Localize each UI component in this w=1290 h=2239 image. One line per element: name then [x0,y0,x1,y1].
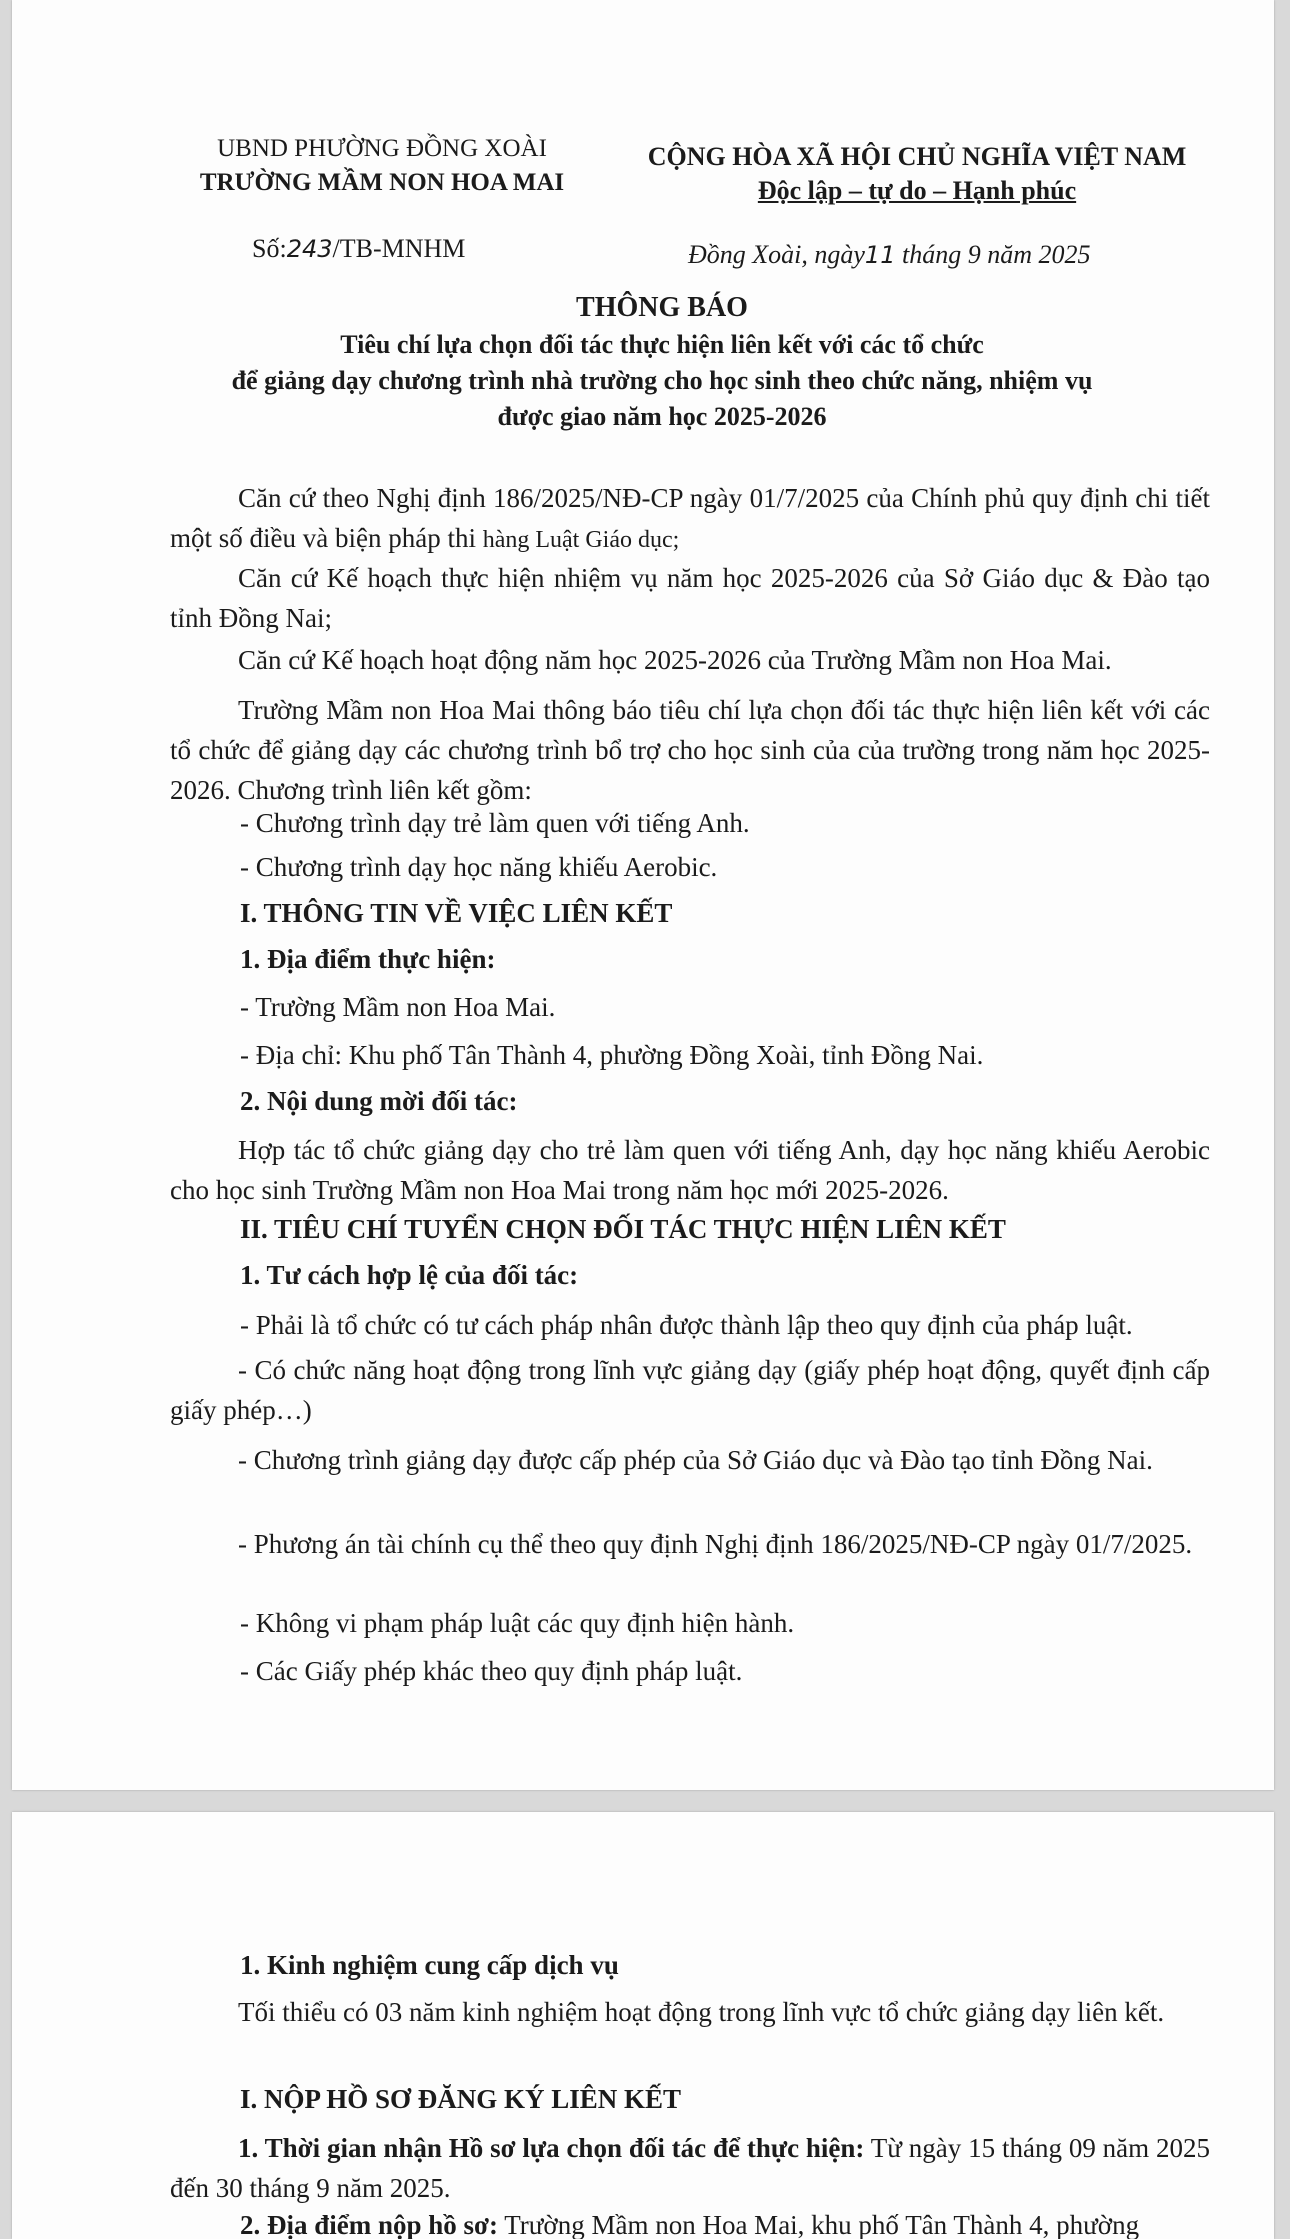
submission-location-text: Trường Mầm non Hoa Mai, khu phố Tân Thành 4, phường [498,2210,1140,2239]
partner-content: Hợp tác tổ chức giảng dạy cho trẻ làm quen với tiếng Anh, dạy học năng khiếu Aerobic cho học sinh Trường Mầm non Hoa Mai trong năm học mới 2025-2026. [170,1135,1210,1205]
criterion-financial-plan: - Phương án tài chính cụ thể theo quy định Nghị định 186/2025/NĐ-CP ngày 01/7/2025. [238,1529,1193,1559]
section-1-1-heading: 1. Địa điểm thực hiện: [240,944,496,974]
date-suffix: tháng 9 năm 2025 [895,240,1091,269]
experience-text: Tối thiểu có 03 năm kinh nghiệm hoạt động trong lĩnh vực tổ chức giảng dạy liên kết. [238,1997,1165,2027]
date-day: 11 [864,241,896,269]
notice-subtitle-line1: Tiêu chí lựa chọn đối tác thực hiện liên kết với các tổ chức [340,330,984,359]
criterion-teaching-function: - Có chức năng hoạt động trong lĩnh vực giảng dạy (giấy phép hoạt động, quyết định cấp giấy phép…) [170,1355,1210,1425]
notice-title: THÔNG BÁO [576,292,748,323]
location-address: - Địa chỉ: Khu phố Tân Thành 4, phường Đồng Xoài, tỉnh Đồng Nai. [240,1040,984,1070]
legal-basis-2: Căn cứ Kế hoạch thực hiện nhiệm vụ năm học 2025-2026 của Sở Giáo dục & Đào tạo tỉnh Đồng Nai; [170,563,1210,633]
criterion-other-licenses: - Các Giấy phép khác theo quy định pháp luật. [240,1656,743,1686]
submission-location-label: 2. Địa điểm nộp hồ sơ: [240,2210,498,2239]
criterion-licensed-program: - Chương trình giảng dạy được cấp phép của Sở Giáo dục và Đào tạo tỉnh Đồng Nai. [238,1445,1153,1475]
legal-basis-1-small: hàng Luật Giáo dục; [482,527,680,553]
section-1-2-heading: 2. Nội dung mời đối tác: [240,1086,518,1116]
document-page-2 [12,1812,1274,2239]
org-name-line2: TRƯỜNG MẦM NON HOA MAI [199,169,565,196]
document-number [252,234,465,264]
document-date [688,240,1090,270]
national-motto-text: Độc lập – tự do – Hạnh phúc [757,176,1077,205]
program-item-aerobic: - Chương trình dạy học năng khiếu Aerobic. [240,852,718,882]
doc-no-prefix: Số: [252,234,287,263]
document-page-1 [12,0,1274,1790]
program-item-english: - Chương trình dạy trẻ làm quen với tiếng Anh. [240,808,750,838]
legal-basis-1 [170,478,1210,560]
section-2-heading: II. TIÊU CHÍ TUYỂN CHỌN ĐỐI TÁC THỰC HIỆN LIÊN KẾT [240,1214,1006,1244]
date-prefix: Đồng Xoài, ngày [688,240,865,269]
submission-time-text: Từ ngày 15 tháng 09 năm 2025 đến 30 tháng 9 năm 2025. [170,2133,1211,2203]
section-2-1-heading: 1. Tư cách hợp lệ của đối tác: [240,1260,579,1290]
section-submission-heading: I. NỘP HỒ SƠ ĐĂNG KÝ LIÊN KẾT [240,2084,682,2114]
submission-time-label: 1. Thời gian nhận Hồ sơ lựa chọn đối tác để thực hiện: [238,2133,865,2163]
intro-paragraph: Trường Mầm non Hoa Mai thông báo tiêu chí lựa chọn đối tác thực hiện liên kết với các tổ chức để giảng dạy các chương trình bổ trợ cho học sinh của của trường trong năm học 2025-2026. Chương trình liên kết gồm: [170,695,1210,805]
org-name-line1: UBND PHƯỜNG ĐỒNG XOÀI [217,135,547,162]
national-motto [602,174,1232,208]
legal-basis-3: Căn cứ Kế hoạch hoạt động năm học 2025-2026 của Trường Mầm non Hoa Mai. [238,645,1112,675]
doc-no-suffix: /TB-MNHM [332,234,466,263]
national-title: CỘNG HÒA XÃ HỘI CHỦ NGHĨA VIỆT NAM [647,142,1187,171]
location-school: - Trường Mầm non Hoa Mai. [240,992,556,1022]
criterion-no-violation: - Không vi phạm pháp luật các quy định hiện hành. [240,1608,795,1638]
submission-location [240,2210,1139,2239]
criterion-legal-entity: - Phải là tổ chức có tư cách pháp nhân được thành lập theo quy định của pháp luật. [240,1310,1133,1340]
doc-no-value: 243 [286,235,333,263]
submission-time [170,2128,1210,2208]
experience-heading: 1. Kinh nghiệm cung cấp dịch vụ [240,1950,619,1980]
notice-subtitle-line2: để giảng dạy chương trình nhà trường cho học sinh theo chức năng, nhiệm vụ [231,366,1093,395]
section-1-heading: I. THÔNG TIN VỀ VIỆC LIÊN KẾT [240,898,673,928]
legal-basis-1-main: Căn cứ theo Nghị định 186/2025/NĐ-CP ngày 01/7/2025 của Chính phủ quy định chi tiết một số điều và biện pháp thi [170,483,1210,553]
notice-subtitle-line3: được giao năm học 2025-2026 [497,402,827,431]
